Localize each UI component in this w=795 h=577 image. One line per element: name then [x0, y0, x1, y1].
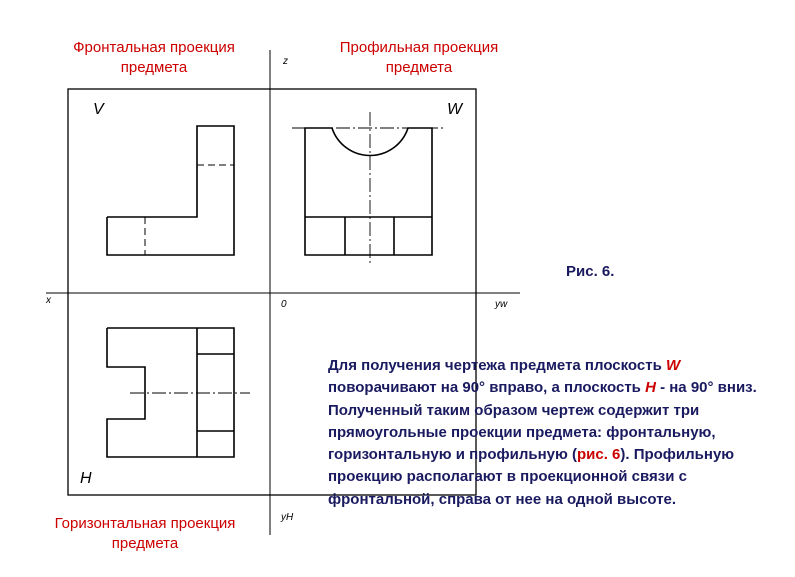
description-part1: Для получения чертежа предмета плоскость	[328, 357, 666, 374]
frontal-caption-line2: предмета	[120, 59, 188, 76]
description-w-letter: W	[665, 357, 681, 374]
plane-label-w: W	[447, 101, 463, 118]
profile-caption-line1: Профильная проекция	[339, 39, 499, 56]
axis-label-x: x	[46, 295, 51, 306]
description-text	[328, 355, 788, 511]
horizontal-view	[107, 328, 234, 457]
figure-label: Рис. 6.	[566, 263, 615, 280]
profile-caption-line2: предмета	[385, 59, 453, 76]
profile-center-lines	[292, 112, 445, 265]
profile-view	[305, 128, 432, 255]
description-part4: ). Профильную проекцию располагают в проекционной связи с фронтальной, справа от нее на одной высоте.	[328, 446, 735, 508]
description-part2: поворачивают на 90° вправо, а плоскость	[328, 379, 646, 397]
description-part3: - на 90° вниз. Полученный таким образом чертеж содержит три прямоугольные проекции предмета: фронтальную, горизонтальную и профильную (	[328, 379, 757, 464]
horizontal-caption-line1: Горизонтальная проекция	[54, 515, 236, 532]
plane-label-h: H	[80, 470, 92, 487]
horizontal-caption-line2: предмета	[111, 535, 179, 552]
axis-label-origin: 0	[281, 299, 287, 310]
frontal-view	[107, 126, 234, 255]
frontal-caption-line1: Фронтальная проекция	[73, 39, 235, 56]
description-figure-ref: рис. 6	[576, 446, 621, 464]
description-h-letter: H	[645, 379, 656, 397]
axis-label-yh: yH	[281, 512, 294, 523]
axis-label-yw: yw	[495, 299, 508, 310]
frontal-hidden-lines	[145, 165, 234, 255]
axis-label-z: z	[283, 56, 288, 67]
plane-label-v: V	[93, 101, 104, 118]
